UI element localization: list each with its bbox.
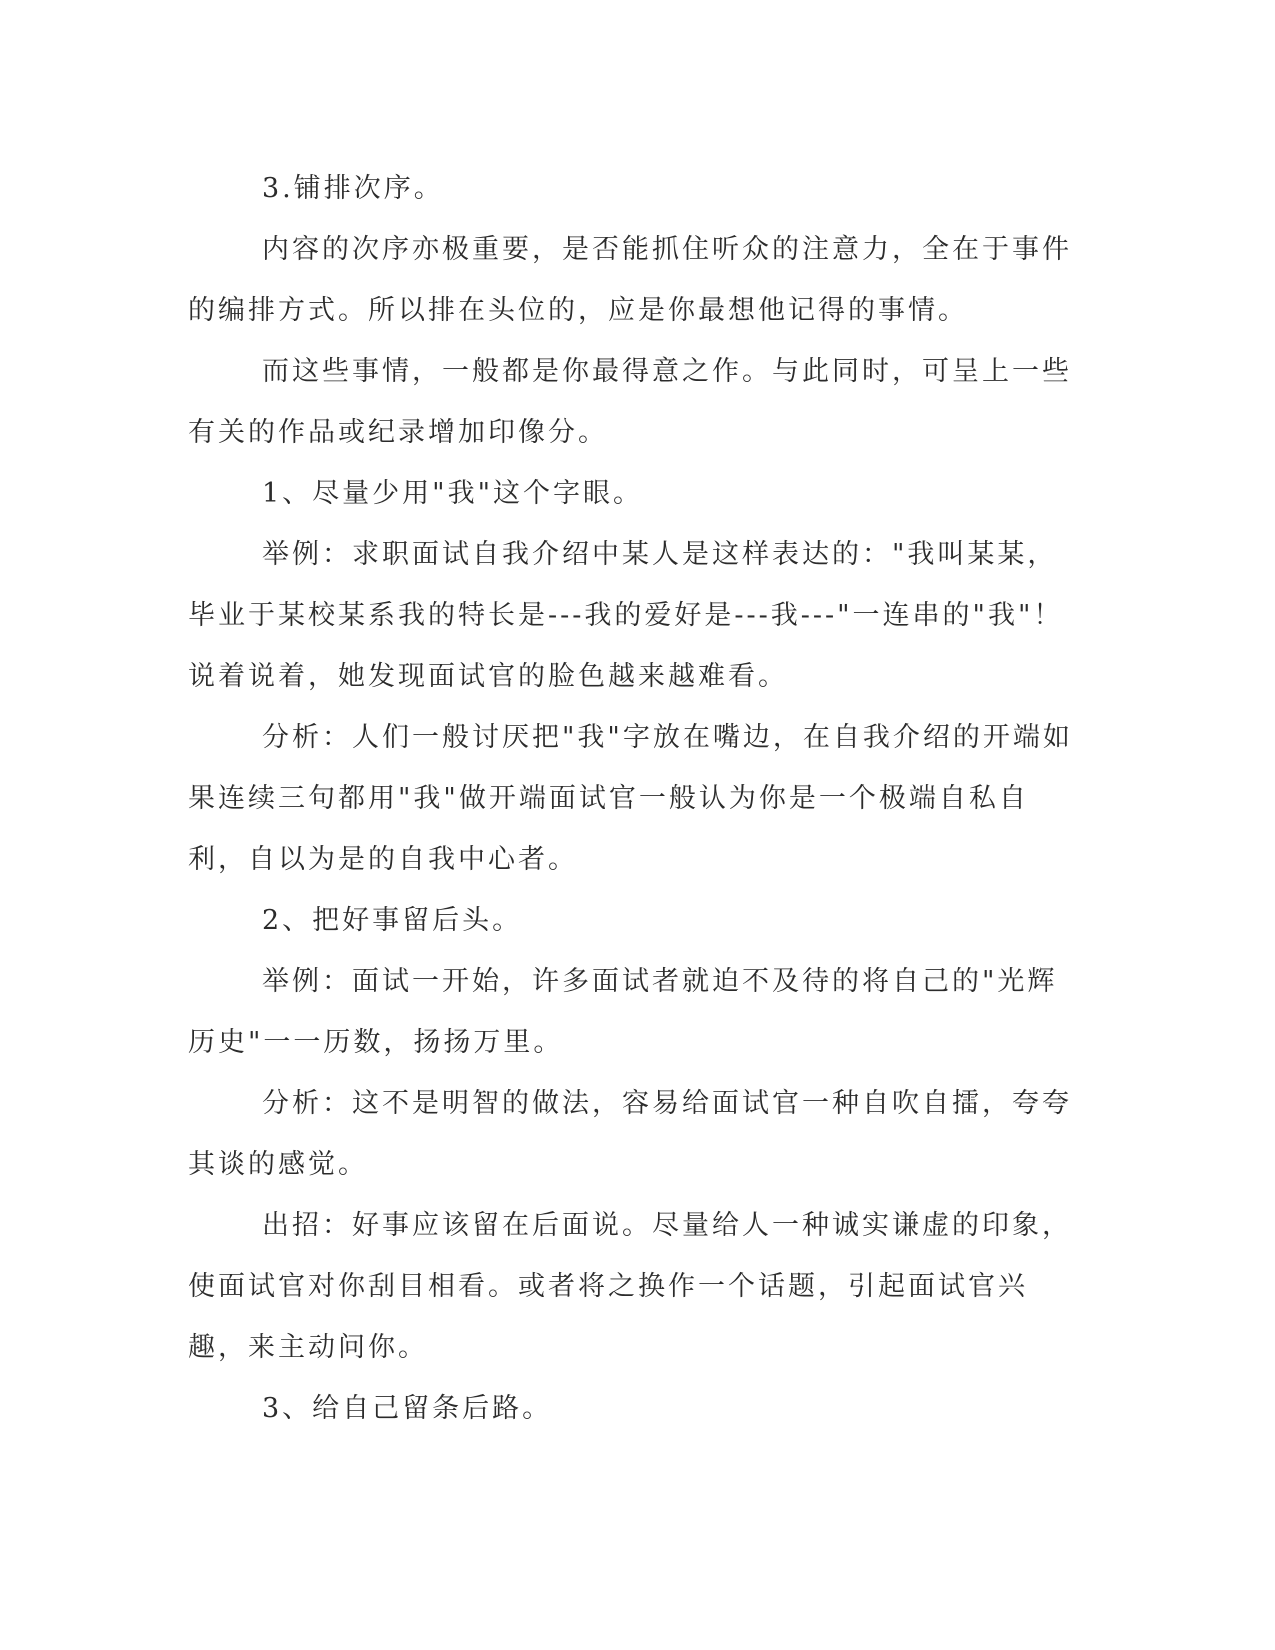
tip-heading-2: 2、把好事留后头。 [262,905,523,936]
example-paragraph-2: 举例：面试一开始，许多面试者就迫不及待的将自己的"光辉历史"一一历数，扬扬万里。 [188,966,1058,1058]
heading-ordering: 3.铺排次序。 [262,173,444,204]
document-body [188,158,1080,1439]
advice-paragraph-2: 出招：好事应该留在后面说。尽量给人一种诚实谦虚的印象，使面试官对你刮目相看。或者将之换作一个话题，引起面试官兴趣，来主动问你。 [188,1210,1072,1363]
paragraph-content-order: 内容的次序亦极重要，是否能抓住听众的注意力，全在于事件的编排方式。所以排在头位的，应是你最想他记得的事情。 [188,234,1072,326]
tip-heading-1: 1、尽量少用"我"这个字眼。 [262,478,644,509]
analysis-paragraph-2: 分析：这不是明智的做法，容易给面试官一种自吹自擂，夸夸其谈的感觉。 [188,1088,1072,1180]
tip-heading-3: 3、给自己留条后路。 [262,1393,553,1424]
example-paragraph-1: 举例：求职面试自我介绍中某人是这样表达的："我叫某某，毕业于某校某系我的特长是---我的爱好是---我---"一连串的"我"！说着说着，她发现面试官的脸色越来越难看。 [188,539,1064,692]
analysis-paragraph-1: 分析：人们一般讨厌把"我"字放在嘴边，在自我介绍的开端如果连续三句都用"我"做开端面试官一般认为你是一个极端自私自利，自以为是的自我中心者。 [188,722,1073,875]
paragraph-proud-works: 而这些事情，一般都是你最得意之作。与此同时，可呈上一些有关的作品或纪录增加印像分。 [188,356,1072,448]
